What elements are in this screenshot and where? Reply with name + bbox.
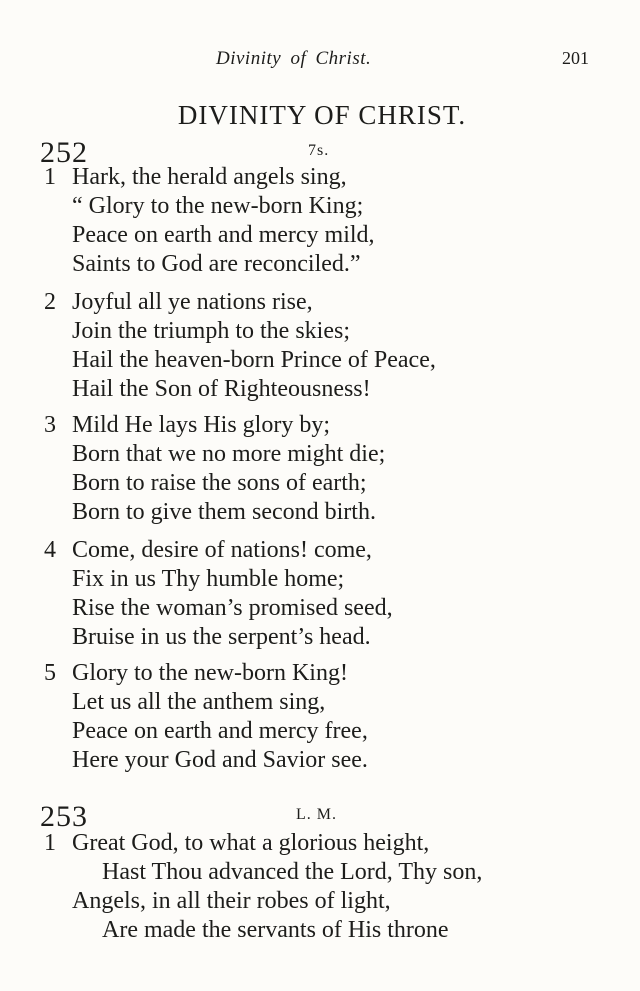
- verse-line: Born to raise the sons of earth;: [72, 470, 367, 496]
- verse: [44, 659, 614, 775]
- verse-line: Hail the heaven-born Prince of Peace,: [72, 347, 436, 373]
- verse: [44, 411, 614, 527]
- verse-line: Fix in us Thy humble home;: [72, 566, 345, 592]
- verse-line: [44, 163, 614, 192]
- verse-number: 4: [44, 537, 56, 563]
- verse-line: [44, 536, 614, 565]
- verse-line: [44, 411, 614, 440]
- verse: [44, 163, 614, 279]
- verse-line: Saints to God are reconciled.”: [72, 251, 361, 277]
- verse-line: Peace on earth and mercy mild,: [72, 222, 375, 248]
- verse-line: [44, 288, 614, 317]
- verse-line: Angels, in all their robes of light,: [72, 888, 391, 914]
- verse-line: Peace on earth and mercy free,: [72, 718, 368, 744]
- verse: [44, 288, 614, 404]
- verse-line: Here your God and Savior see.: [72, 747, 368, 773]
- verse-line: Born to give them second birth.: [72, 499, 376, 525]
- verse-line: Hast Thou advanced the Lord, Thy son,: [102, 859, 483, 885]
- verse-number: 5: [44, 660, 56, 686]
- verse-line-text: Joyful all ye nations rise,: [72, 289, 313, 315]
- section-title: DIVINITY OF CHRIST.: [177, 100, 467, 130]
- verse-number: 2: [44, 289, 56, 315]
- verse-line: Rise the woman’s promised seed,: [72, 595, 393, 621]
- verse-line-text: Come, desire of nations! come,: [72, 537, 372, 563]
- running-head: [0, 48, 640, 72]
- verse-number: 3: [44, 412, 56, 438]
- verse-number: 1: [44, 830, 56, 856]
- verse-line: [44, 829, 614, 858]
- verse-line: Born that we no more might die;: [72, 441, 386, 467]
- hymn-meter: 7s.: [308, 142, 330, 159]
- page-number: 201: [562, 48, 589, 68]
- hymn-meter: L. M.: [296, 806, 337, 823]
- running-title: Divinity of Christ.: [216, 48, 372, 69]
- verse-line: Join the triumph to the skies;: [72, 318, 350, 344]
- verse-line: “ Glory to the new-born King;: [72, 193, 364, 219]
- verse-line-text: Glory to the new-born King!: [72, 660, 348, 686]
- hymn-number: 253: [40, 800, 88, 833]
- verse-line-text: Great God, to what a glorious height,: [72, 830, 430, 856]
- verse-line: Are made the servants of His throne: [102, 917, 449, 943]
- verse: [44, 829, 614, 945]
- verse-line: Hail the Son of Righteousness!: [72, 376, 371, 402]
- verse-line: [44, 659, 614, 688]
- verse-line: Let us all the anthem sing,: [72, 689, 326, 715]
- verse-line-text: Hark, the herald angels sing,: [72, 164, 347, 190]
- verse-line: Bruise in us the serpent’s head.: [72, 624, 371, 650]
- hymn-number: 252: [40, 136, 88, 169]
- verse-number: 1: [44, 164, 56, 190]
- verse-line-text: Mild He lays His glory by;: [72, 412, 330, 438]
- verse: [44, 536, 614, 652]
